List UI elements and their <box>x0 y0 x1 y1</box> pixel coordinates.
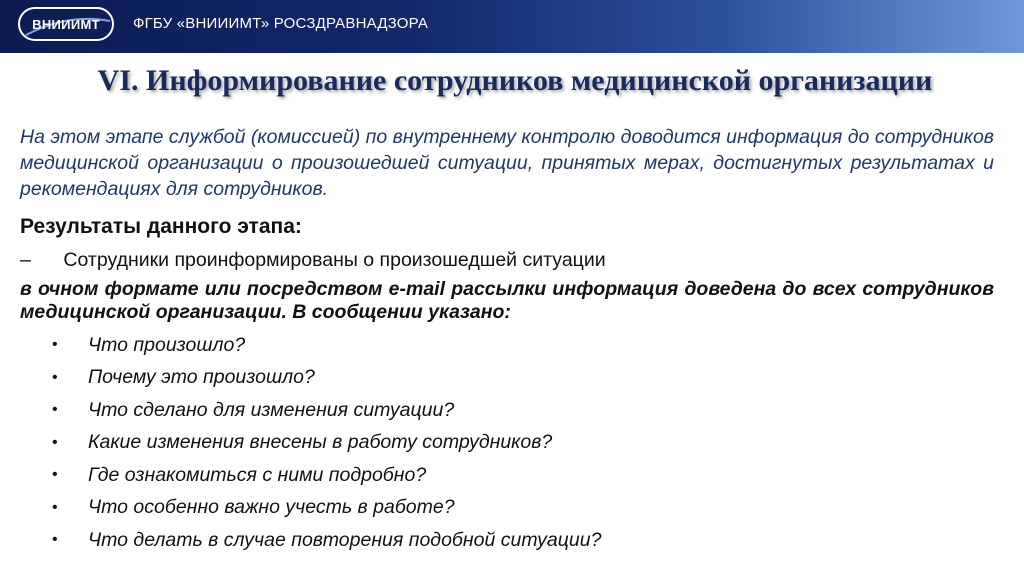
vniiimt-logo <box>18 7 114 41</box>
header-bar <box>0 0 1024 53</box>
question-text: Что делать в случае повторения подобной ситуации? <box>88 528 602 551</box>
question-text: Что произошло? <box>88 333 246 356</box>
logo-text: ВНИИИМТ <box>32 16 100 32</box>
bullet-icon: • <box>52 531 58 549</box>
question-item <box>20 362 601 395</box>
question-text: Что особенно важно учесть в работе? <box>88 496 455 519</box>
results-heading: Результаты данного этапа: <box>20 215 302 238</box>
question-item <box>20 524 601 557</box>
dash-marker: – <box>20 249 31 271</box>
bullet-icon: • <box>52 401 58 419</box>
question-text: Где ознакомиться с ними подробно? <box>88 463 427 486</box>
intro-paragraph: На этом этапе службой (комиссией) по внутреннему контролю доводится информация до сотрудников медицинской организации о произошедшей ситуации, принятых мерах, достигнутых результатах и рекомендациях для сотрудников. <box>20 126 994 200</box>
question-text: Какие изменения внесены в работу сотрудников? <box>88 431 553 454</box>
dash-list-item <box>20 249 606 272</box>
bullet-icon: • <box>52 433 58 451</box>
question-item <box>20 427 601 460</box>
bullet-icon: • <box>52 368 58 386</box>
question-text: Почему это произошло? <box>88 366 315 389</box>
question-item <box>20 459 601 492</box>
bullet-icon: • <box>52 336 58 354</box>
bold-note: в очном формате или посредством e-mail рассылки информация доведена до всех сотрудников медицинской организации. В сообщении указано: <box>20 278 994 323</box>
slide-title: VI. Информирование сотрудников медицинской организации <box>97 64 933 97</box>
organization-name: ФГБУ «ВНИИИМТ» РОСЗДРАВНАДЗОРА <box>133 15 429 32</box>
questions-list <box>20 329 601 557</box>
bullet-icon: • <box>52 498 58 516</box>
question-item <box>20 329 601 362</box>
dash-item-text: Сотрудники проинформированы о произошедшей ситуации <box>63 249 606 271</box>
bullet-icon: • <box>52 466 58 484</box>
question-item <box>20 492 601 525</box>
question-text: Что сделано для изменения ситуации? <box>88 398 455 421</box>
question-item <box>20 394 601 427</box>
